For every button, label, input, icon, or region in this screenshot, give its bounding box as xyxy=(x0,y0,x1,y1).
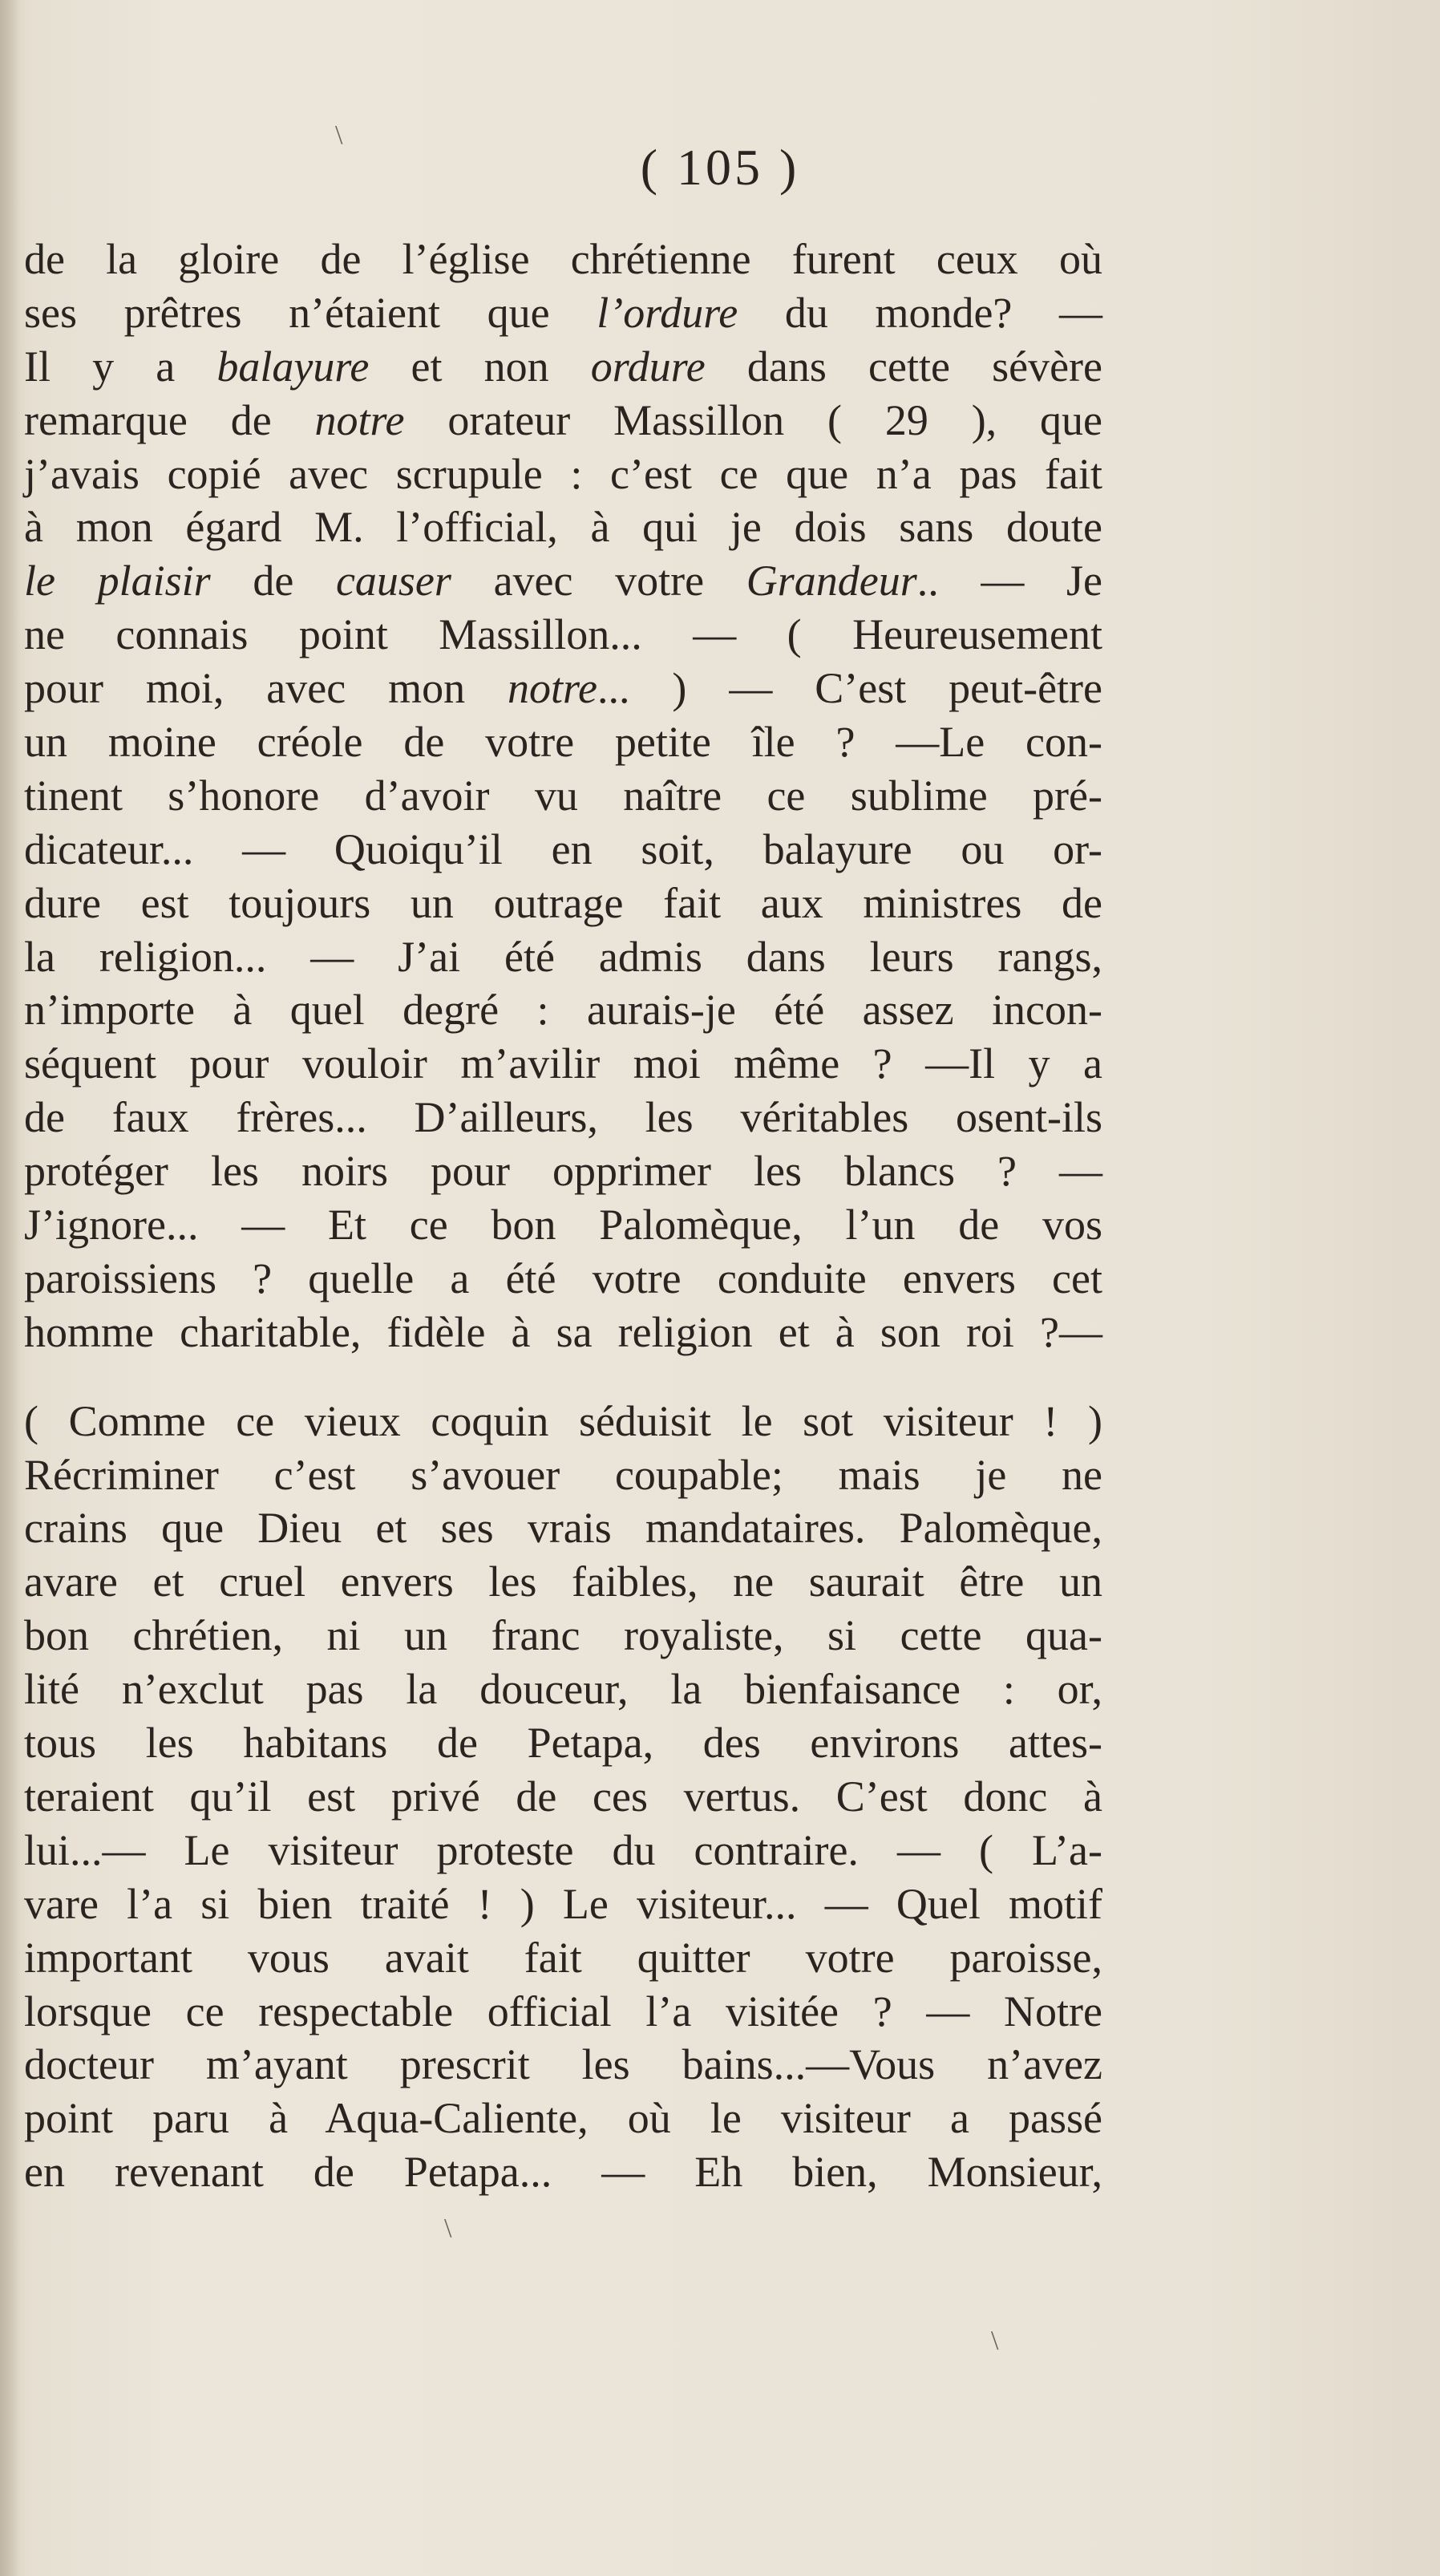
text-run: orateur Massillon ( 29 ), que xyxy=(404,395,1102,444)
text-run: important vous avait fait quitter votre paroisse, xyxy=(24,1933,1102,1982)
text-run: paroissiens ? quelle a été votre conduite envers cet xyxy=(24,1254,1102,1302)
text-run: tous les habitans de Petapa, des environs attes- xyxy=(24,1719,1102,1768)
text-line xyxy=(24,286,1102,340)
paper-speck: \ xyxy=(444,2213,452,2243)
text-line xyxy=(24,1037,1102,1091)
text-run: vare l’a si bien traité ! ) Le visiteur... — Quel motif xyxy=(24,1879,1102,1928)
text-line xyxy=(24,1770,1102,1824)
text-run: avare et cruel envers les faibles, ne saurait être un xyxy=(24,1557,1102,1606)
text-line xyxy=(24,930,1102,984)
text-run: lui...— Le visiteur proteste du contraire. — ( L’a- xyxy=(24,1825,1102,1874)
text-run: ses prêtres n’étaient que xyxy=(24,288,597,337)
text-run: du monde? — xyxy=(738,288,1102,337)
text-run: tinent s’honore d’avoir vu naître ce sublime pré- xyxy=(24,771,1102,820)
text-line xyxy=(24,662,1102,715)
text-run: un moine créole de votre petite île ? —Le con- xyxy=(24,718,1102,767)
text-run: crains que Dieu et ses vrais mandataires. Palomèque, xyxy=(24,1504,1102,1553)
text-line xyxy=(24,983,1102,1037)
italic-text: ordure xyxy=(590,342,706,391)
text-line xyxy=(24,608,1102,662)
text-line xyxy=(24,233,1102,286)
text-run: ne connais point Massillon... — ( Heureusement xyxy=(24,610,1102,659)
text-line xyxy=(24,448,1102,501)
text-run: teraient qu’il est privé de ces vertus. C’est donc à xyxy=(24,1772,1102,1821)
text-run: dure est toujours un outrage fait aux ministres de xyxy=(24,878,1102,927)
italic-text: le plaisir xyxy=(24,557,211,606)
text-line xyxy=(24,394,1102,448)
text-line xyxy=(24,769,1102,823)
text-line xyxy=(24,1395,1102,1448)
text-run: séquent pour vouloir m’avilir moi même ? —Il y a xyxy=(24,1039,1102,1088)
text-line xyxy=(24,2038,1102,2092)
text-line xyxy=(24,1306,1102,1359)
text-run: n’importe à quel degré : aurais-je été assez incon- xyxy=(24,986,1102,1035)
text-line xyxy=(24,2145,1102,2199)
text-line xyxy=(24,1198,1102,1252)
text-run: en revenant de Petapa... — Eh bien, Monsieur, xyxy=(24,2148,1102,2197)
italic-text: Grandeur xyxy=(746,557,917,606)
text-line xyxy=(24,877,1102,930)
text-line xyxy=(24,715,1102,769)
paper-speck: \ xyxy=(991,2326,999,2355)
italic-text: balayure xyxy=(216,342,370,391)
text-line xyxy=(24,1448,1102,1502)
text-run: .. — Je xyxy=(916,557,1103,606)
text-block xyxy=(24,233,1102,2199)
text-line xyxy=(24,500,1102,554)
page-gutter-shadow xyxy=(0,0,21,2576)
italic-text: notre xyxy=(314,395,405,444)
text-line xyxy=(24,1144,1102,1198)
text-run: docteur m’ayant prescrit les bains...—Vous n’avez xyxy=(24,2040,1102,2089)
text-line xyxy=(24,340,1102,394)
text-line xyxy=(24,1985,1102,2039)
text-line xyxy=(24,823,1102,877)
text-run: homme charitable, fidèle à sa religion et à son roi ?— xyxy=(24,1307,1102,1356)
text-line xyxy=(24,1555,1102,1609)
text-run: de xyxy=(210,557,336,606)
text-run: à mon égard M. l’official, à qui je dois sans doute xyxy=(24,503,1102,552)
paper-speck: \ xyxy=(335,120,343,150)
text-run: protéger les noirs pour opprimer les blancs ? — xyxy=(24,1147,1102,1196)
text-run: pour moi, avec mon xyxy=(24,664,508,713)
text-run: ... ) — C’est peut-être xyxy=(597,664,1102,713)
text-run: lité n’exclut pas la douceur, la bienfaisance : or, xyxy=(24,1665,1102,1714)
text-run: la religion... — J’ai été admis dans leurs rangs, xyxy=(24,932,1102,981)
text-line xyxy=(24,1501,1102,1555)
text-run: j’avais copié avec scrupule : c’est ce que n’a pas fait xyxy=(24,449,1102,498)
text-run: J’ignore... — Et ce bon Palomèque, l’un de vos xyxy=(24,1201,1102,1250)
text-line xyxy=(24,1091,1102,1144)
text-line xyxy=(24,1252,1102,1306)
text-line xyxy=(24,1877,1102,1931)
text-run: ( Comme ce vieux coquin séduisit le sot visiteur ! ) xyxy=(24,1396,1102,1445)
text-run: dicateur... — Quoiqu’il en soit, balayure ou or- xyxy=(24,824,1102,873)
italic-text: l’ordure xyxy=(597,288,738,337)
text-line xyxy=(24,1609,1102,1663)
page-number: ( 105 ) xyxy=(640,139,800,196)
text-run: avec votre xyxy=(451,557,746,606)
text-line xyxy=(24,1824,1102,1877)
text-run: lorsque ce respectable official l’a visitée ? — Notre xyxy=(24,1987,1102,2035)
italic-text: notre xyxy=(508,664,598,713)
text-run: de faux frères... D’ailleurs, les véritables osent-ils xyxy=(24,1093,1102,1142)
text-run: Il y a xyxy=(24,342,217,391)
text-run: dans cette sévère xyxy=(705,342,1102,391)
text-run: de la gloire de l’église chrétienne furent ceux où xyxy=(24,235,1102,283)
text-line xyxy=(24,1931,1102,1985)
text-line xyxy=(24,2092,1102,2145)
text-run: bon chrétien, ni un franc royaliste, si cette qua- xyxy=(24,1611,1102,1660)
text-run: remarque de xyxy=(24,395,315,444)
text-run: point paru à Aqua-Caliente, où le visiteur a passé xyxy=(24,2094,1102,2143)
text-run: et non xyxy=(369,342,591,391)
text-run: Récriminer c’est s’avouer coupable; mais je ne xyxy=(24,1450,1102,1499)
text-line xyxy=(24,1716,1102,1770)
italic-text: causer xyxy=(335,557,451,606)
text-line xyxy=(24,1663,1102,1716)
text-line xyxy=(24,554,1102,608)
